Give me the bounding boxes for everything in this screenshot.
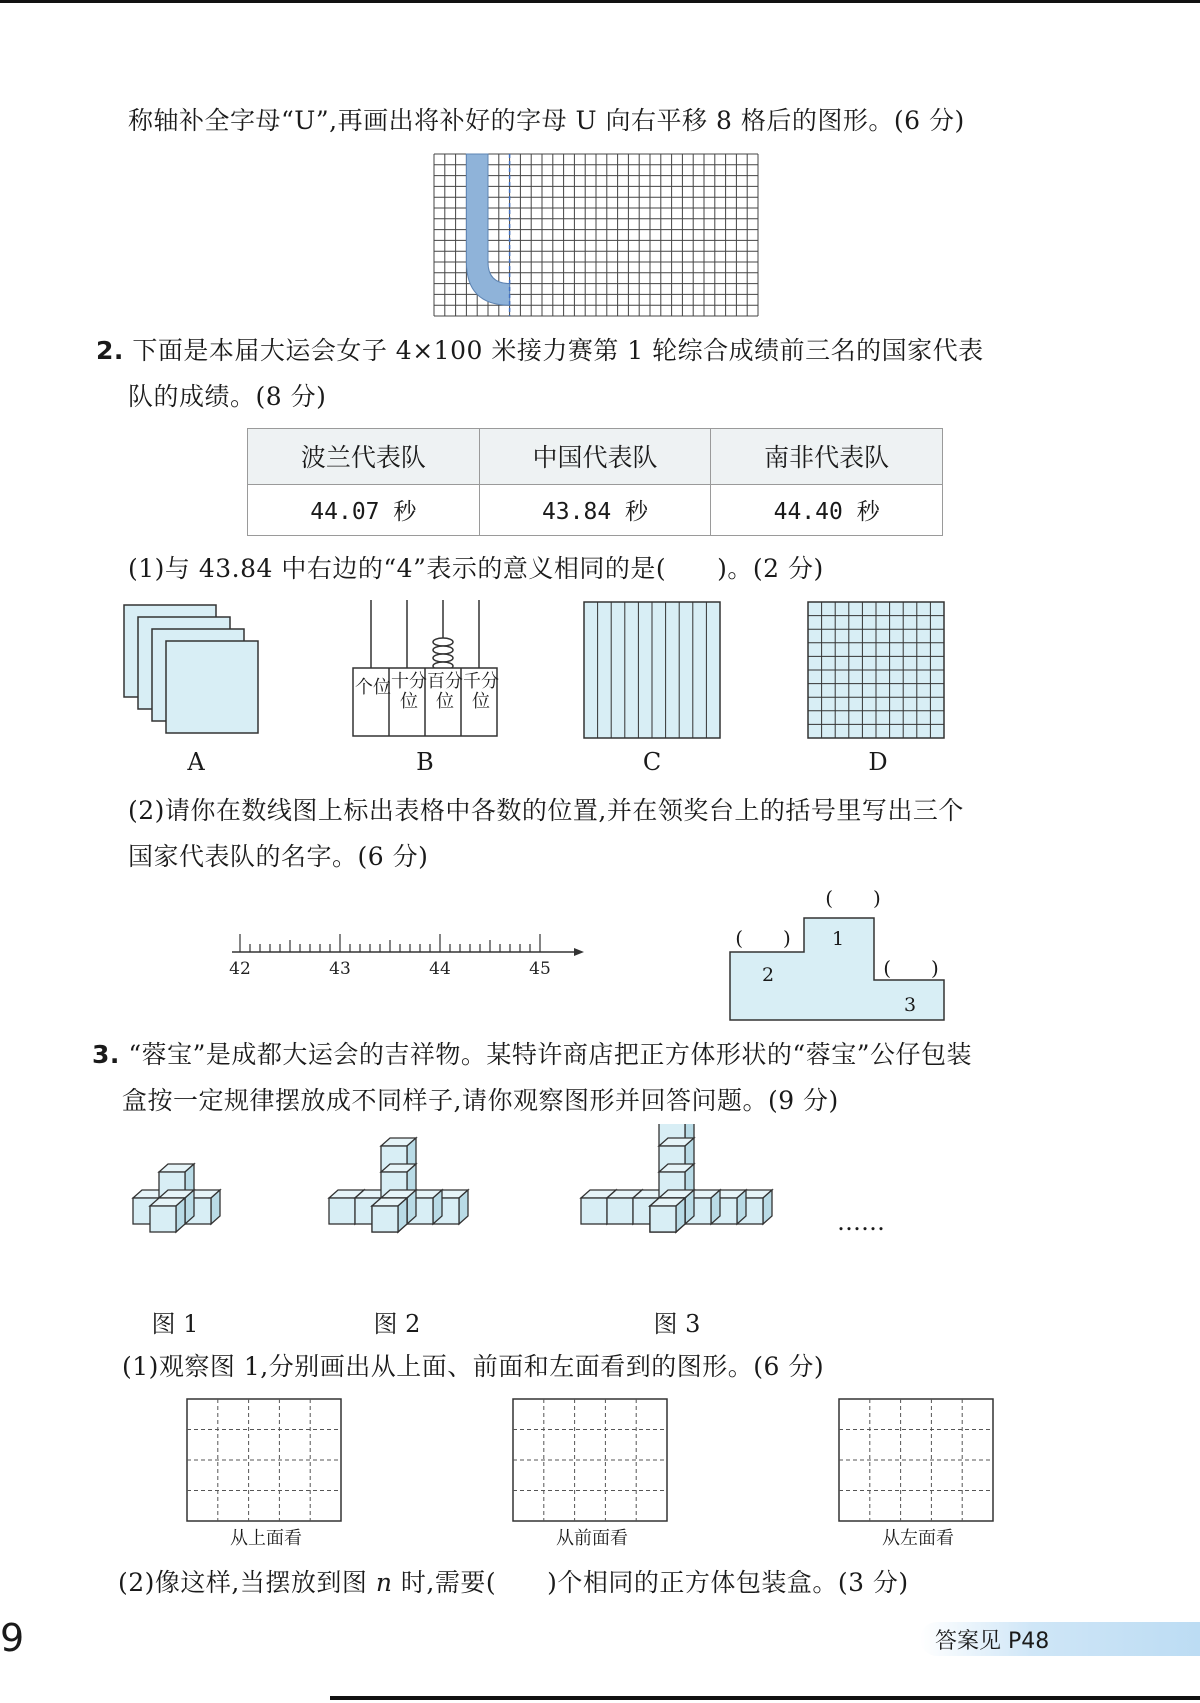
header-china: 中国代表队 <box>479 429 711 485</box>
abacus-label-ones: 个位 <box>355 677 391 698</box>
abacus-label-tenths: 十分位 <box>391 671 427 712</box>
figure-1-front-1 <box>150 1198 185 1232</box>
number-line <box>228 924 588 984</box>
option-a-label: A <box>187 748 205 776</box>
q2-sub2-line2: 国家代表队的名字。(6 分) <box>128 842 429 871</box>
top-view-grid[interactable] <box>186 1398 342 1522</box>
podium-bracket-second: ( ) <box>735 926 791 950</box>
option-b-abacus <box>352 600 500 740</box>
podium-place-1: 1 <box>831 928 845 950</box>
figure-3-front-3 <box>650 1198 685 1232</box>
answer-reference[interactable]: 答案见 P48 <box>935 1629 1050 1654</box>
figures-ellipsis: …… <box>837 1208 885 1236</box>
page-number: 9 <box>0 1616 25 1660</box>
left-view-label: 从左面看 <box>882 1528 954 1549</box>
relay-results-table <box>247 428 943 536</box>
q3-sub2-post: 时,需要( )个相同的正方体包装盒。(3 分) <box>392 1568 909 1597</box>
option-d-grid <box>806 600 946 740</box>
value-poland: 44.07 秒 <box>248 484 480 535</box>
left-view-grid[interactable] <box>838 1398 994 1522</box>
top-view-label: 从上面看 <box>230 1528 302 1549</box>
podium-bracket-third: ( ) <box>883 956 939 980</box>
cube-figures <box>0 1124 860 1304</box>
table-header-row <box>248 429 943 485</box>
front-view-grid[interactable] <box>512 1398 668 1522</box>
option-b-label: B <box>416 748 434 776</box>
podium-bracket-first: ( ) <box>825 886 881 910</box>
q2-line2: 队的成绩。(8 分) <box>128 382 327 411</box>
number-line-label-45: 45 <box>529 959 551 979</box>
header-south-africa: 南非代表队 <box>711 429 943 485</box>
q3-line2: 盒按一定规律摆放成不同样子,请你观察图形并回答问题。(9 分) <box>122 1086 839 1115</box>
value-china: 43.84 秒 <box>479 484 711 535</box>
number-line-label-42: 42 <box>229 959 251 979</box>
front-view-label: 从前面看 <box>556 1528 628 1549</box>
q3-number: 3. <box>92 1040 120 1069</box>
q3-sub1: (1)观察图 1,分别画出从上面、前面和左面看到的图形。(6 分) <box>122 1352 825 1381</box>
podium-place-2: 2 <box>761 964 775 986</box>
q3-sub2 <box>118 1566 909 1600</box>
option-c-label: C <box>642 748 662 776</box>
q2-text-1: 下面是本届大运会女子 4×100 米接力赛第 1 轮综合成绩前三名的国家代表 <box>132 336 984 365</box>
q2-sub1: (1)与 43.84 中右边的“4”表示的意义相同的是( )。(2 分) <box>128 554 824 583</box>
top-rule <box>0 0 1200 3</box>
figure-2-label: 图 2 <box>373 1310 421 1338</box>
q2-number: 2. <box>96 336 124 365</box>
q1-grid <box>432 152 762 320</box>
q3-text-1: “蓉宝”是成都大运会的吉祥物。某特许商店把正方体形状的“蓉宝”公仔包装 <box>128 1040 972 1069</box>
abacus-label-thousandths: 千分位 <box>463 671 499 712</box>
q1-instruction: 称轴补全字母“U”,再画出将补好的字母 U 向右平移 8 格后的图形。(6 分) <box>128 106 965 135</box>
bottom-rule <box>330 1696 1200 1700</box>
number-line-label-44: 44 <box>429 959 451 979</box>
figure-3-label: 图 3 <box>653 1310 701 1338</box>
figure-2-front-2 <box>372 1198 407 1232</box>
q3-line1 <box>92 1038 972 1072</box>
header-poland: 波兰代表队 <box>248 429 480 485</box>
value-south-africa: 44.40 秒 <box>711 484 943 535</box>
option-c-strips <box>582 600 722 740</box>
table-values-row <box>248 484 943 535</box>
figure-1-label: 图 1 <box>151 1310 199 1338</box>
abacus-label-hundredths: 百分位 <box>427 671 463 712</box>
q2-sub2-line1: (2)请你在数线图上标出表格中各数的位置,并在领奖台上的括号里写出三个 <box>128 796 964 825</box>
q3-sub2-pre: (2)像这样,当摆放到图 <box>118 1568 376 1597</box>
q3-sub2-variable: n <box>375 1568 393 1597</box>
option-a-figure <box>120 600 270 740</box>
podium-place-3: 3 <box>903 994 917 1016</box>
option-d-label: D <box>868 748 888 776</box>
number-line-label-43: 43 <box>329 959 351 979</box>
q2-line1 <box>96 334 984 368</box>
